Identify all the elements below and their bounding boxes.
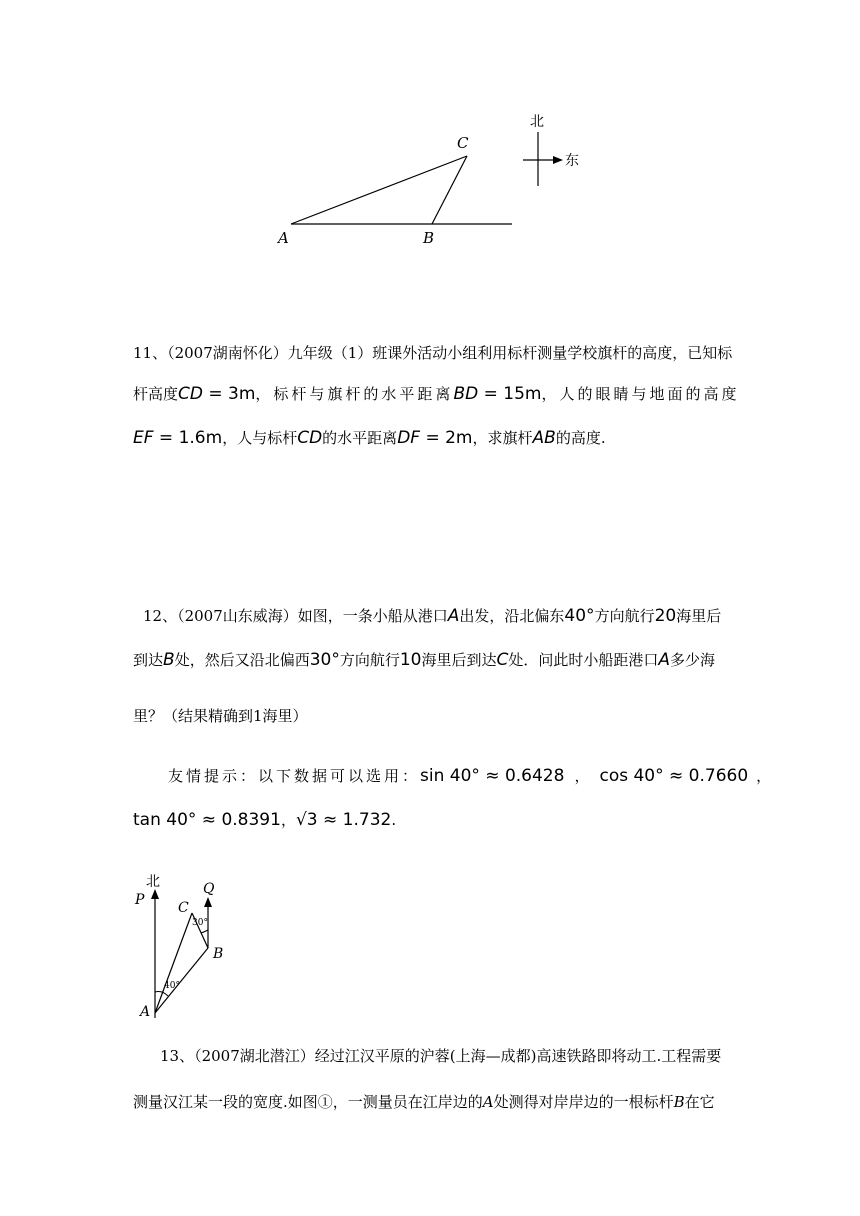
label-b: B (423, 229, 435, 247)
problem-13-text: 在它 (684, 1093, 715, 1111)
problem-12-text: 到达 (133, 651, 164, 669)
compass-north-label: 北 (530, 114, 544, 130)
compass-east-label: 东 (565, 153, 579, 169)
problem-11-text: ，求旗杆 (472, 429, 533, 447)
var-b: B (673, 1093, 685, 1111)
var-cd: CD (178, 384, 203, 404)
problem-12-text: 里？（结果精确到1海里） (133, 707, 308, 725)
angle-40-label: 40° (164, 981, 180, 991)
label-a: A (278, 229, 289, 247)
var-ab: AB (532, 428, 556, 448)
formula-cos40: cos 40° ≈ 0.7660 (599, 766, 749, 786)
problem-11-text: ，人的眼睛与地面的高度 (541, 385, 740, 403)
var-a: A (447, 606, 460, 626)
hint-text: ， (756, 767, 772, 785)
var-c: C (496, 650, 509, 670)
problem-12-text: 海里后 (676, 607, 722, 625)
var-a: A (658, 650, 671, 670)
problem-12-text: 方向航行 (594, 607, 655, 625)
var-cd: CD (297, 428, 323, 448)
problem-11-text: 11、（2007湖南怀化）九年级（1）班课外活动小组利用标杆测量学校旗杆的高度，已知标 (133, 344, 733, 362)
label-q: Q (203, 881, 215, 897)
north-arrow-q-icon (204, 897, 212, 907)
problem-13-line-1 (160, 1046, 721, 1066)
label-c: C (457, 134, 469, 152)
north-arrow-icon (151, 889, 159, 899)
problem-12-text: 多少海 (670, 651, 716, 669)
var-a: A (482, 1093, 494, 1111)
var-b: B (163, 650, 175, 670)
problem-13-text: 处测得对岸岸边的一根标杆 (493, 1093, 674, 1111)
label-b: B (213, 946, 224, 962)
segment-ac (155, 913, 192, 1013)
formula-sin40: sin 40° ≈ 0.6428 (420, 766, 565, 786)
hint-text: ， (280, 811, 296, 829)
hint-text: . (391, 811, 397, 829)
problem-11-text: ，人与标杆 (222, 429, 298, 447)
var-ef: EF (133, 428, 154, 448)
problem-12-text: 12、（2007山东威海）如图，一条小船从港口 (143, 607, 448, 625)
formula-tan40: tan 40° ≈ 0.8391 (133, 810, 281, 830)
angle-30-label: 30° (192, 918, 208, 928)
label-c: C (178, 900, 189, 916)
hint-text: ， (574, 767, 590, 785)
problem-11-text: 的水平距离 (322, 429, 398, 447)
problem-13-text: 13、（2007湖北潜江）经过江汉平原的沪蓉(上海—成都)高速铁路即将动工.工程需要 (160, 1047, 722, 1065)
problem-13-line-2 (133, 1092, 715, 1112)
problem-12-text: 处，然后又沿北偏西 (174, 651, 310, 669)
distance-20: 20 (654, 606, 677, 626)
problem-12-text: 海里后到达 (421, 651, 497, 669)
var-df: DF (397, 428, 421, 448)
distance-10: 10 (399, 650, 422, 670)
value-cd: = 3m (202, 384, 256, 404)
north-label: 北 (146, 874, 160, 890)
value-ef: = 1.6m (153, 428, 223, 448)
label-a: A (140, 1004, 151, 1020)
formula-sqrt3: √3 ≈ 1.732 (295, 810, 392, 830)
problem-11-text: 的高度. (555, 429, 606, 447)
value-df: = 2m (420, 428, 473, 448)
angle-40: 40° (564, 606, 595, 626)
problem-12-text: 处．问此时小船距港口 (508, 651, 659, 669)
problem-12-text: 出发，沿北偏东 (459, 607, 565, 625)
problem-11-text: ，标杆与旗杆的水平距离 (255, 385, 454, 403)
problem-11-text: 杆高度 (133, 385, 179, 403)
angle-30: 30° (309, 650, 340, 670)
problem-12-text: 方向航行 (339, 651, 400, 669)
problem-13-text: 测量汉江某一段的宽度.如图①，一测量员在江岸边的 (133, 1093, 483, 1111)
angle-arc-30 (201, 930, 208, 933)
var-bd: BD (453, 384, 479, 404)
label-p: P (135, 892, 145, 908)
segment-ab (155, 948, 208, 1013)
hint-text: 友情提示：以下数据可以选用： (168, 767, 421, 785)
value-bd: = 15m (478, 384, 542, 404)
